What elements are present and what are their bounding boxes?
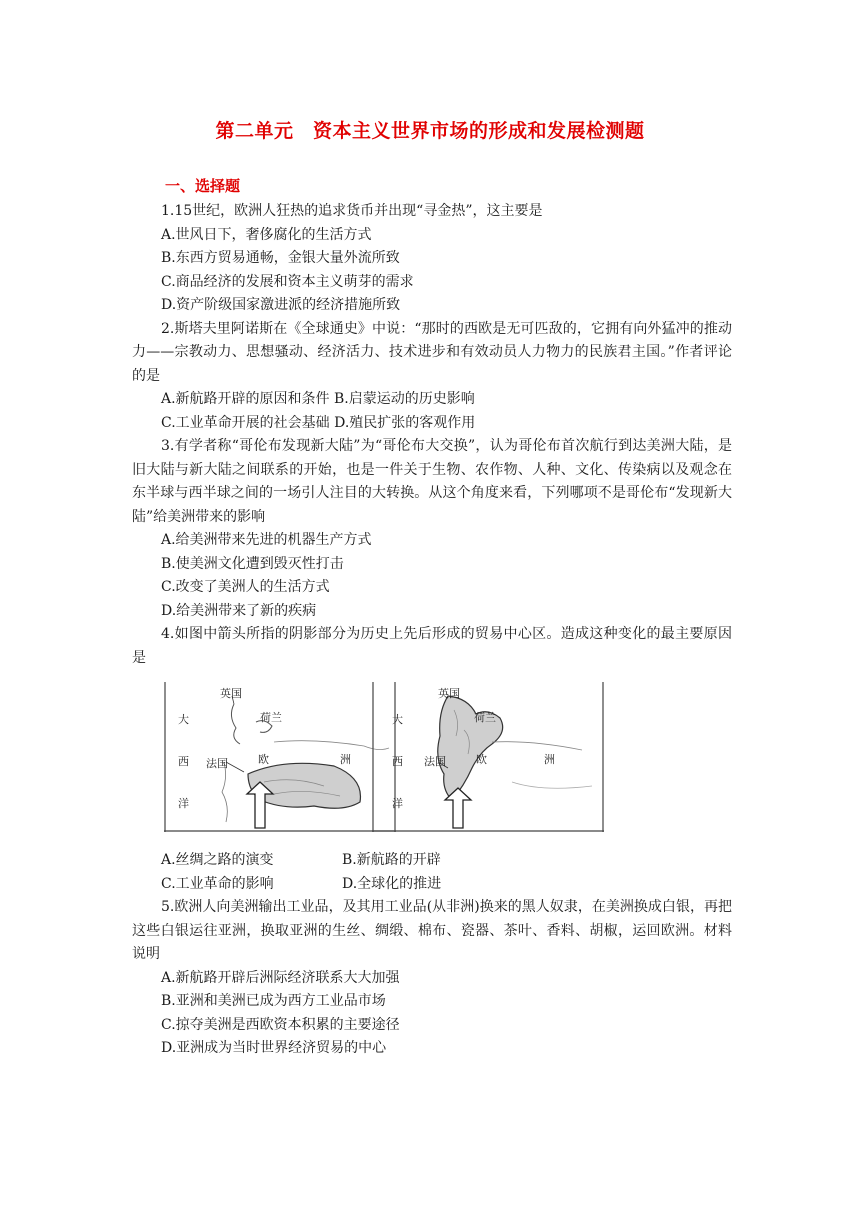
map-2-label-europe-1: 欧: [476, 753, 487, 766]
map-1: [164, 682, 396, 832]
question-5-option-c: C.掠夺美洲是西欧资本积累的主要途径: [161, 1016, 400, 1033]
question-3-stem: 3.有学者称“哥伦布发现新大陆”为“哥伦布大交换”，认为哥伦布首次航行到达美洲大陆，是旧大陆与新大陆之间联系的开始，也是一件关于生物、农作物、人种、文化、传染病以及观念在东半球与西半球之间的一场引人注目的大转换。从这个角度来看，下列哪项不是哥伦布“发现新大陆”给美洲带来的影响: [132, 438, 732, 525]
map-2-label-netherlands: 荷兰: [474, 711, 496, 724]
question-4-stem: 4.如图中箭头所指的阴影部分为历史上先后形成的贸易中心区。造成这种变化的最主要原因是: [132, 626, 732, 666]
map-1-label-netherlands: 荷兰: [260, 711, 282, 724]
map-1-label-atlantic-3: 洋: [178, 797, 189, 810]
question-4-option-c: C.工业革命的影响: [161, 875, 274, 892]
map-2-label-europe-2: 洲: [544, 753, 555, 766]
question-4-option-a: A.丝绸之路的演变: [161, 852, 274, 868]
map-2: [372, 682, 604, 832]
question-1-option-b: B.东西方贸易通畅，金银大量外流所致: [161, 250, 400, 266]
trade-center-maps: [132, 676, 732, 843]
question-2-option-cd: C.工业革命开展的社会基础 D.殖民扩张的客观作用: [161, 414, 476, 431]
question-1-option-c: C.商品经济的发展和资本主义萌芽的需求: [161, 273, 414, 290]
section-heading: 一、选择题: [165, 177, 241, 195]
question-5-option-a: A.新航路开辟后洲际经济联系大大加强: [161, 969, 400, 986]
question-4-option-d: D.全球化的推进: [342, 875, 442, 892]
question-3-option-b: B.使美洲文化遭到毁灭性打击: [161, 555, 344, 572]
map-2-label-atlantic-2: 西: [392, 755, 403, 768]
map-1-label-europe-2: 洲: [340, 753, 351, 766]
question-5-option-b: B.亚洲和美洲已成为西方工业品市场: [161, 993, 386, 1009]
question-1-stem: 1.15世纪，欧洲人狂热的追求货币并出现“寻金热”，这主要是: [161, 203, 543, 219]
map-2-label-atlantic-3: 洋: [392, 797, 403, 810]
map-1-label-england: 英国: [220, 687, 242, 700]
map-2-label-england: 英国: [438, 687, 460, 700]
question-4-option-b: B.新航路的开辟: [342, 852, 441, 868]
question-2-stem: 2.斯塔夫里阿诺斯在《全球通史》中说：“那时的西欧是无可匹敌的，它拥有向外猛冲的推动力——宗教动力、思想骚动、经济活力、技术进步和有效动员人力物力的民族君主国。”作者评论的是: [132, 320, 732, 384]
question-1-option-a: A.世风日下，奢侈腐化的生活方式: [161, 226, 372, 243]
question-4-options-row-2: [132, 873, 732, 897]
map-2-drawing: [372, 682, 604, 832]
map-1-drawing: [164, 682, 396, 832]
question-list: [132, 200, 732, 1061]
page-title: 第二单元 资本主义世界市场的形成和发展检测题: [215, 120, 645, 142]
question-1-option-d: D.资产阶级国家激进派的经济措施所致: [161, 297, 401, 313]
question-3-option-a: A.给美洲带来先进的机器生产方式: [161, 532, 372, 548]
question-5-option-d: D.亚洲成为当时世界经济贸易的中心: [161, 1040, 387, 1056]
map-2-label-atlantic-1: 大: [392, 713, 403, 726]
question-3-option-c: C.改变了美洲人的生活方式: [161, 579, 330, 595]
map-1-label-france: 法国: [206, 757, 228, 770]
map-1-label-atlantic-2: 西: [178, 755, 189, 768]
question-4-options-row-1: [132, 849, 732, 873]
question-2-option-ab: A.新航路开辟的原因和条件 B.启蒙运动的历史影响: [161, 391, 475, 407]
map-1-label-atlantic-1: 大: [178, 713, 189, 726]
question-5-stem: 5.欧洲人向美洲输出工业品，及其用工业品(从非洲)换来的黑人奴隶，在美洲换成白银，再把这些白银运往亚洲，换取亚洲的生丝、绸缎、棉布、瓷器、茶叶、香料、胡椒，运回欧洲。材料说明: [132, 899, 732, 962]
question-3-option-d: D.给美洲带来了新的疾病: [161, 602, 317, 619]
map-1-label-europe-1: 欧: [258, 753, 269, 766]
map-2-label-france: 法国: [424, 755, 446, 768]
